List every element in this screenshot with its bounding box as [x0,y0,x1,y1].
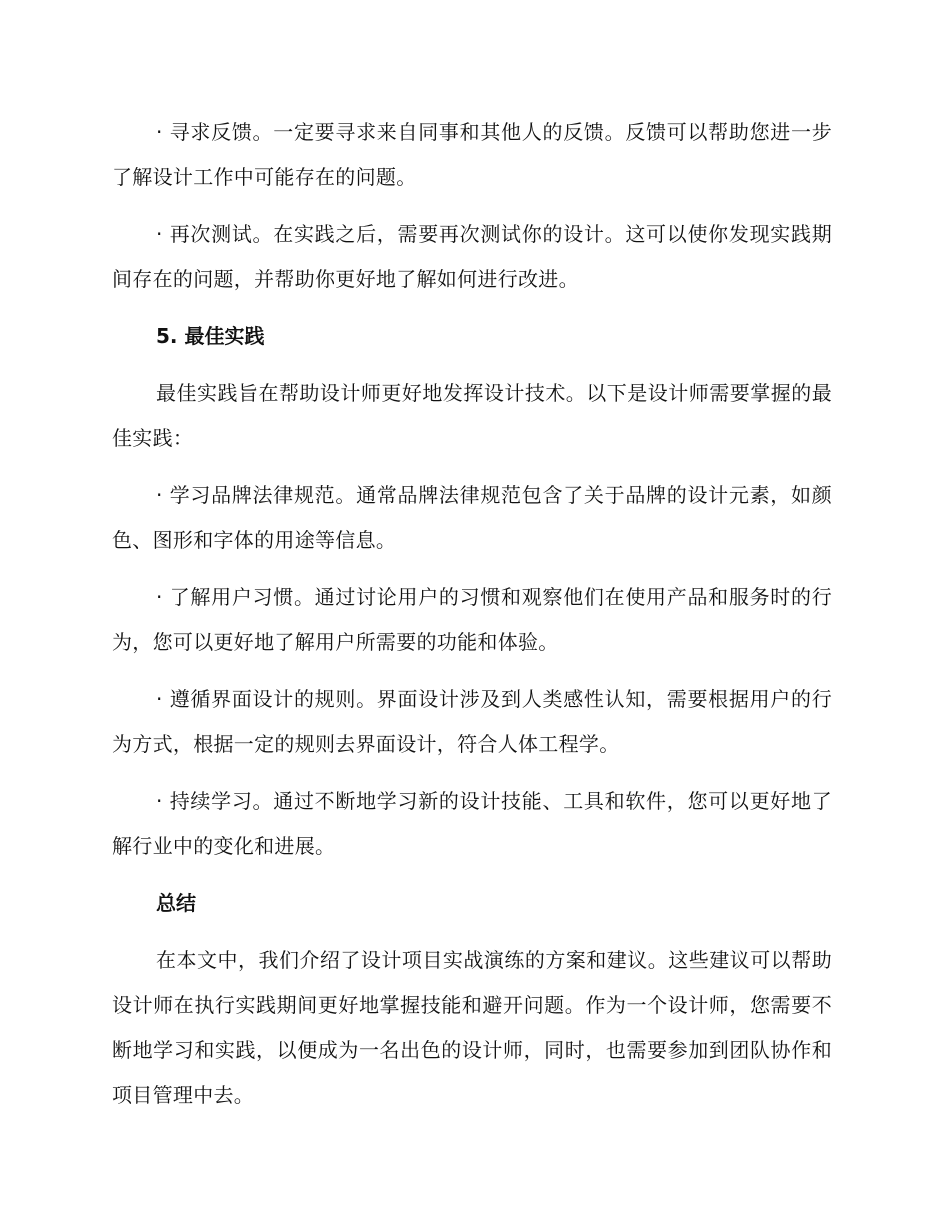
bullet-continuous-learning: · 持续学习。通过不断地学习新的设计技能、工具和软件，您可以更好地了解行业中的变化和进展。 [112,789,832,858]
bullet-interface-rules: · 遵循界面设计的规则。界面设计涉及到人类感性认知，需要根据用户的行为方式，根据一定的规则去界面设计，符合人体工程学。 [112,687,832,756]
section-heading-best-practices: 5. 最佳实践 [156,324,265,348]
best-practices-intro: 最佳实践旨在帮助设计师更好地发挥设计技术。以下是设计师需要掌握的最佳实践： [112,381,832,450]
bullet-brand-guidelines: · 学习品牌法律规范。通常品牌法律规范包含了关于品牌的设计元素，如颜色、图形和字体的用途等信息。 [112,483,832,552]
document-page [112,110,832,1130]
bullet-retest: · 再次测试。在实践之后，需要再次测试你的设计。这可以使你发现实践期间存在的问题，并帮助你更好地了解如何进行改进。 [112,222,832,291]
section-heading-summary: 总结 [156,891,196,915]
bullet-user-habits: · 了解用户习惯。通过讨论用户的习惯和观察他们在使用产品和服务时的行为，您可以更好地了解用户所需要的功能和体验。 [112,585,832,654]
bullet-seek-feedback: · 寻求反馈。一定要寻求来自同事和其他人的反馈。反馈可以帮助您进一步了解设计工作中可能存在的问题。 [112,120,832,189]
summary-paragraph: 在本文中，我们介绍了设计项目实战演练的方案和建议。这些建议可以帮助设计师在执行实践期间更好地掌握技能和避开问题。作为一个设计师，您需要不断地学习和实践，以便成为一名出色的设计师，同时，也需要参加到团队协作和项目管理中去。 [112,948,832,1107]
